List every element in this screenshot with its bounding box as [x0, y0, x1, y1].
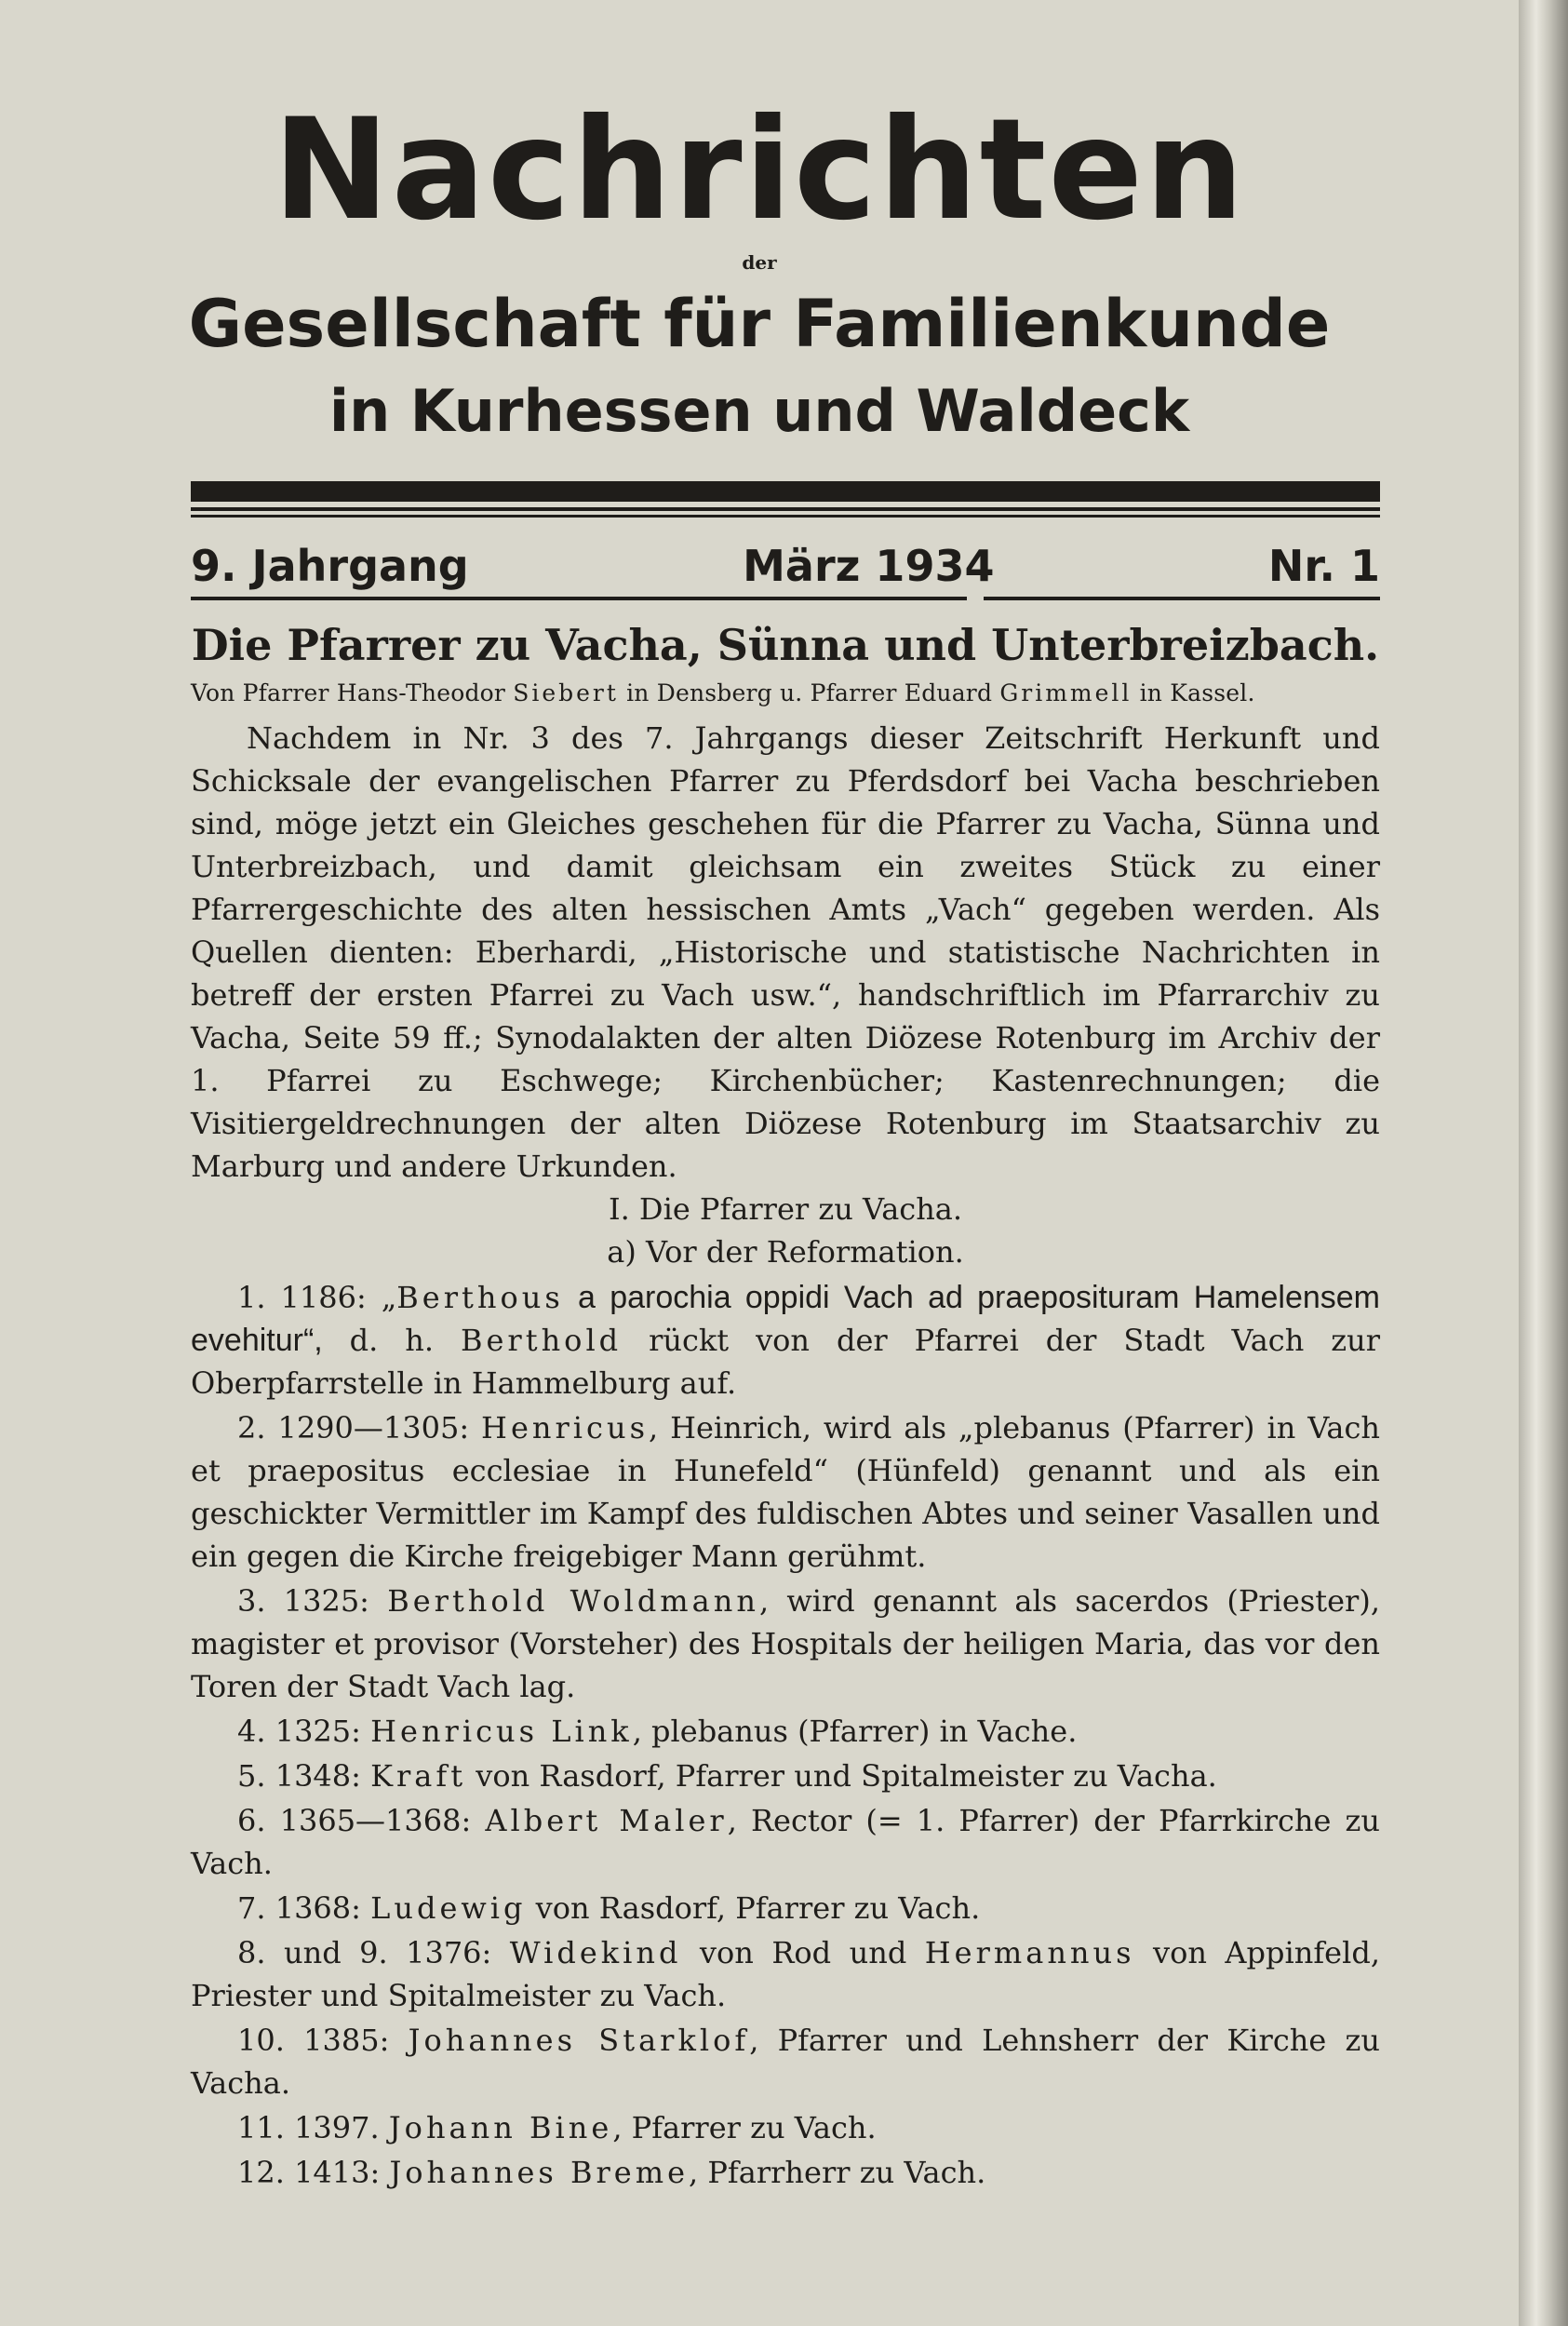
entry-name: Albert Maler: [485, 1803, 728, 1838]
pastor-entry: [191, 2106, 1380, 2149]
entry-number: 12. 1413:: [237, 2155, 390, 2190]
article-title: Die Pfarrer zu Vacha, Sünna und Unterbreizbach.: [191, 620, 1380, 670]
masthead-subtitle-region: in Kurhessen und Waldeck: [328, 377, 1190, 445]
entry-text: d. h.: [322, 1323, 461, 1358]
intro-paragraph: Nachdem in Nr. 3 des 7. Jahrgangs dieser Zeitschrift Herkunft und Schicksale der evangelischen Pfarrer zu Pferdsdorf bei Vacha beschrieben sind, möge jetzt ein Gleiches geschehen für die Pfarrer zu Vacha, Sünna und Unterbreizbach, und damit gleichsam ein zweites Stück zu einer Pfarrergeschichte des alten hessischen Amts „Vach“ gegeben werden. Als Quellen dienten: Eberhardi, „Historische und statistische Nachrichten in betreff der ersten Pfarrei zu Vach usw.“, handschriftlich im Pfarrarchiv zu Vacha, Seite 59 ff.; Synodalakten der alten Diözese Rotenburg im Archiv der 1. Pfarrei zu Eschwege; Kirchenbücher; Kastenrechnungen; die Visitiergeldrechnungen der alten Diözese Rotenburg im Staatsarchiv zu Marburg und andere Urkunden.: [191, 720, 1380, 1184]
entry-name: Berthold Woldmann: [387, 1583, 759, 1619]
entry-text: , wird genannt als sacerdos (Priester), magister et provisor (Vorsteher) des Hospitals der heiligen Maria, das vor den Toren der Stadt Vach lag.: [191, 1583, 1381, 1704]
entry-text: von Rod und: [681, 1935, 925, 1970]
entry-name: Henricus Link: [370, 1714, 633, 1749]
pastor-entry: [191, 1710, 1380, 1753]
byline-text: in Kassel.: [1132, 679, 1255, 706]
entry-text: , Heinrich, wird als „plebanus (Pfarrer) in Vach et praepositus ecclesiae in Hunefeld“ (Hünfeld) genannt und als ein geschickter Vermittler im Kampf des fuldischen Abtes und seiner Vasallen und ein gegen die Kirche freigebiger Mann gerühmt.: [191, 1410, 1381, 1574]
entry-name: Berthold: [460, 1323, 623, 1358]
issue-rule: [984, 597, 1380, 600]
entry-text: , Rector (= 1. Pfarrer) der Pfarrkirche zu Vach.: [191, 1803, 1381, 1881]
article-byline: [191, 679, 1380, 706]
entry-text: , Pfarrherr zu Vach.: [689, 2155, 986, 2190]
entry-latin: a parochia oppidi Vach ad praeposituram Hamelensem evehitur“,: [191, 1280, 1381, 1358]
entry-name: Hermannus: [924, 1935, 1135, 1970]
book-spine-edge: [1519, 0, 1568, 2326]
masthead-rule-thin: [191, 507, 1380, 511]
entry-number: 3. 1325:: [237, 1583, 388, 1619]
issue-rule: [191, 597, 967, 600]
entry-number: 11. 1397.: [237, 2110, 389, 2145]
masthead-der: der: [742, 251, 777, 274]
pastor-entry-list: [191, 1276, 1380, 2196]
byline-text: Von Pfarrer Hans-Theodor: [191, 679, 514, 706]
section-heading: I. Die Pfarrer zu Vacha.: [608, 1191, 963, 1227]
byline-text: in Densberg u. Pfarrer Eduard: [618, 679, 1000, 706]
entry-name: Johann Bine: [388, 2110, 613, 2145]
entry-text: rückt von der Pfarrei der Stadt Vach zur Oberpfarrstelle in Hammelburg auf.: [191, 1323, 1381, 1401]
issue-date: März 1934: [743, 541, 995, 591]
entry-number: 8. und 9. 1376:: [237, 1935, 510, 1970]
entry-text: , Pfarrer zu Vach.: [612, 2110, 877, 2145]
entry-text: , Pfarrer und Lehnsherr der Kirche zu Vacha.: [191, 2023, 1381, 2101]
entry-text: von Rasdorf, Pfarrer zu Vach.: [526, 1890, 981, 1926]
pastor-entry: [191, 1887, 1380, 1929]
entry-number: 1. 1186: „: [237, 1280, 397, 1315]
masthead-subtitle-society: Gesellschaft für Familienkunde: [188, 286, 1331, 362]
byline-author-1: Siebert: [513, 679, 619, 706]
pastor-entry: [191, 2019, 1380, 2104]
entry-number: 6. 1365—1368:: [237, 1803, 486, 1838]
entry-text: , plebanus (Pfarrer) in Vache.: [632, 1714, 1078, 1749]
masthead-rule-thick: [191, 481, 1380, 502]
article-body: [191, 717, 1380, 1273]
entry-text: von Appinfeld, Priester und Spitalmeister zu Vach.: [191, 1935, 1380, 2013]
entry-number: 7. 1368:: [237, 1890, 371, 1926]
pastor-entry: [191, 2151, 1380, 2194]
entry-name: Ludewig: [370, 1890, 527, 1926]
masthead-title: Nachrichten: [273, 89, 1246, 251]
masthead-rule-thin: [191, 515, 1380, 518]
entry-name: Berthous: [396, 1280, 564, 1315]
entry-number: 2. 1290—1305:: [237, 1410, 482, 1445]
entry-name: Johannes Starklof: [408, 2023, 750, 2058]
pastor-entry: [191, 1406, 1380, 1578]
entry-name: Henricus: [481, 1410, 649, 1445]
entry-name: Kraft: [370, 1758, 467, 1794]
issue-volume: 9. Jahrgang: [191, 541, 469, 591]
byline-author-2: Grimmell: [999, 679, 1132, 706]
pastor-entry: [191, 1799, 1380, 1885]
subsection-heading: a) Vor der Reformation.: [607, 1234, 964, 1270]
pastor-entry: [191, 1276, 1380, 1405]
entry-number: 10. 1385:: [237, 2023, 409, 2058]
entry-number: 5. 1348:: [237, 1758, 371, 1794]
issue-number: Nr. 1: [1267, 541, 1380, 591]
entry-name: Johannes Breme: [389, 2155, 690, 2190]
pastor-entry: [191, 1931, 1380, 2017]
entry-text: von Rasdorf, Pfarrer und Spitalmeister zu Vacha.: [466, 1758, 1217, 1794]
entry-name: Widekind: [509, 1935, 682, 1970]
entry-number: 4. 1325:: [237, 1714, 371, 1749]
pastor-entry: [191, 1755, 1380, 1797]
pastor-entry: [191, 1580, 1380, 1708]
issue-info-row: [191, 538, 1380, 594]
